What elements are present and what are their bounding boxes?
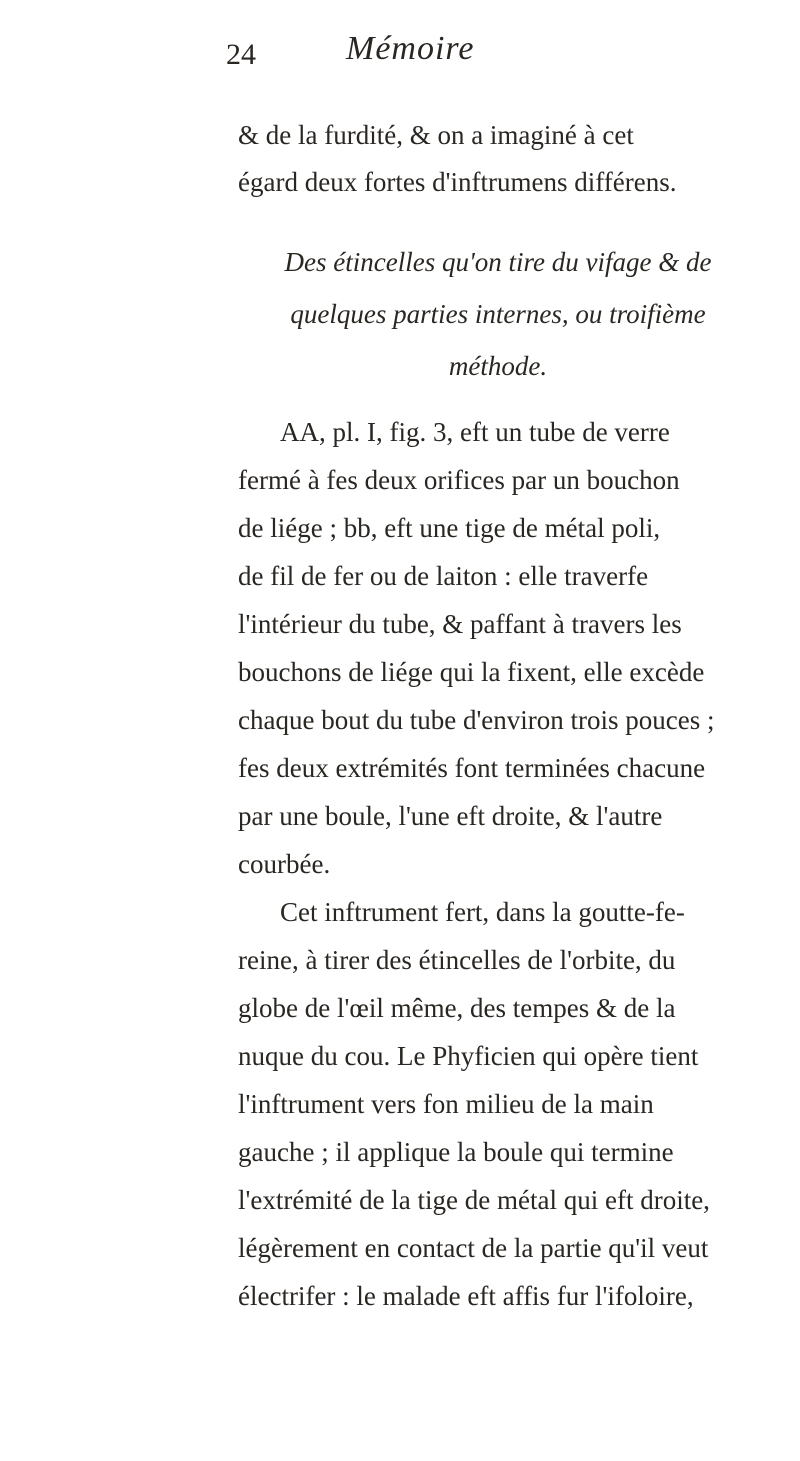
page-number: 24 <box>226 38 256 71</box>
text-line: l'intérieur du tube, & paffant à travers les <box>238 609 682 639</box>
text-line: reine, à tirer des étincelles de l'orbite, du <box>238 945 676 975</box>
text-line: fermé à fes deux orifices par un bouchon <box>238 465 680 495</box>
text-line: courbée. <box>238 849 331 879</box>
text-line: globe de l'œil même, des tempes & de la <box>238 993 676 1023</box>
text-line: l'extrémité de la tige de métal qui eft droite, <box>238 1185 710 1215</box>
text-line: électrifer : le malade eft affis fur l'ifoloire, <box>238 1281 694 1311</box>
text-line: chaque bout du tube d'environ trois pouces ; <box>238 705 715 735</box>
section-heading-line: quelques parties internes, ou troifième <box>290 299 706 329</box>
section-heading-line: méthode. <box>448 351 548 381</box>
page-header <box>226 30 656 80</box>
running-title: Mémoire <box>346 30 475 67</box>
text-line: fes deux extrémités font terminées chacune <box>238 753 706 783</box>
text-line: gauche ; il applique la boule qui termine <box>238 1137 674 1167</box>
text-line: AA, pl. I, fig. 3, eft un tube de verre <box>280 417 670 447</box>
text-line: de fil de fer ou de laiton : elle traverfe <box>238 561 649 591</box>
text-line: & de la furdité, & on a imaginé à cet <box>238 120 634 150</box>
text-line: par une boule, l'une eft droite, & l'autre <box>238 801 663 831</box>
text-line: nuque du cou. Le Phyficien qui opère tient <box>238 1041 699 1071</box>
text-line: bouchons de liége qui la fixent, elle excède <box>238 657 705 687</box>
section-heading-line: Des étincelles qu'on tire du vifage & de <box>284 247 712 277</box>
text-line: de liége ; bb, eft une tige de métal poli, <box>238 513 661 543</box>
text-line: l'inftrument vers fon milieu de la main <box>238 1089 654 1119</box>
text-line: Cet inftrument fert, dans la goutte-fe- <box>280 897 685 927</box>
text-line: égard deux fortes d'inftrumens différens. <box>238 167 677 197</box>
text-line: légèrement en contact de la partie qu'il veut <box>238 1233 709 1263</box>
